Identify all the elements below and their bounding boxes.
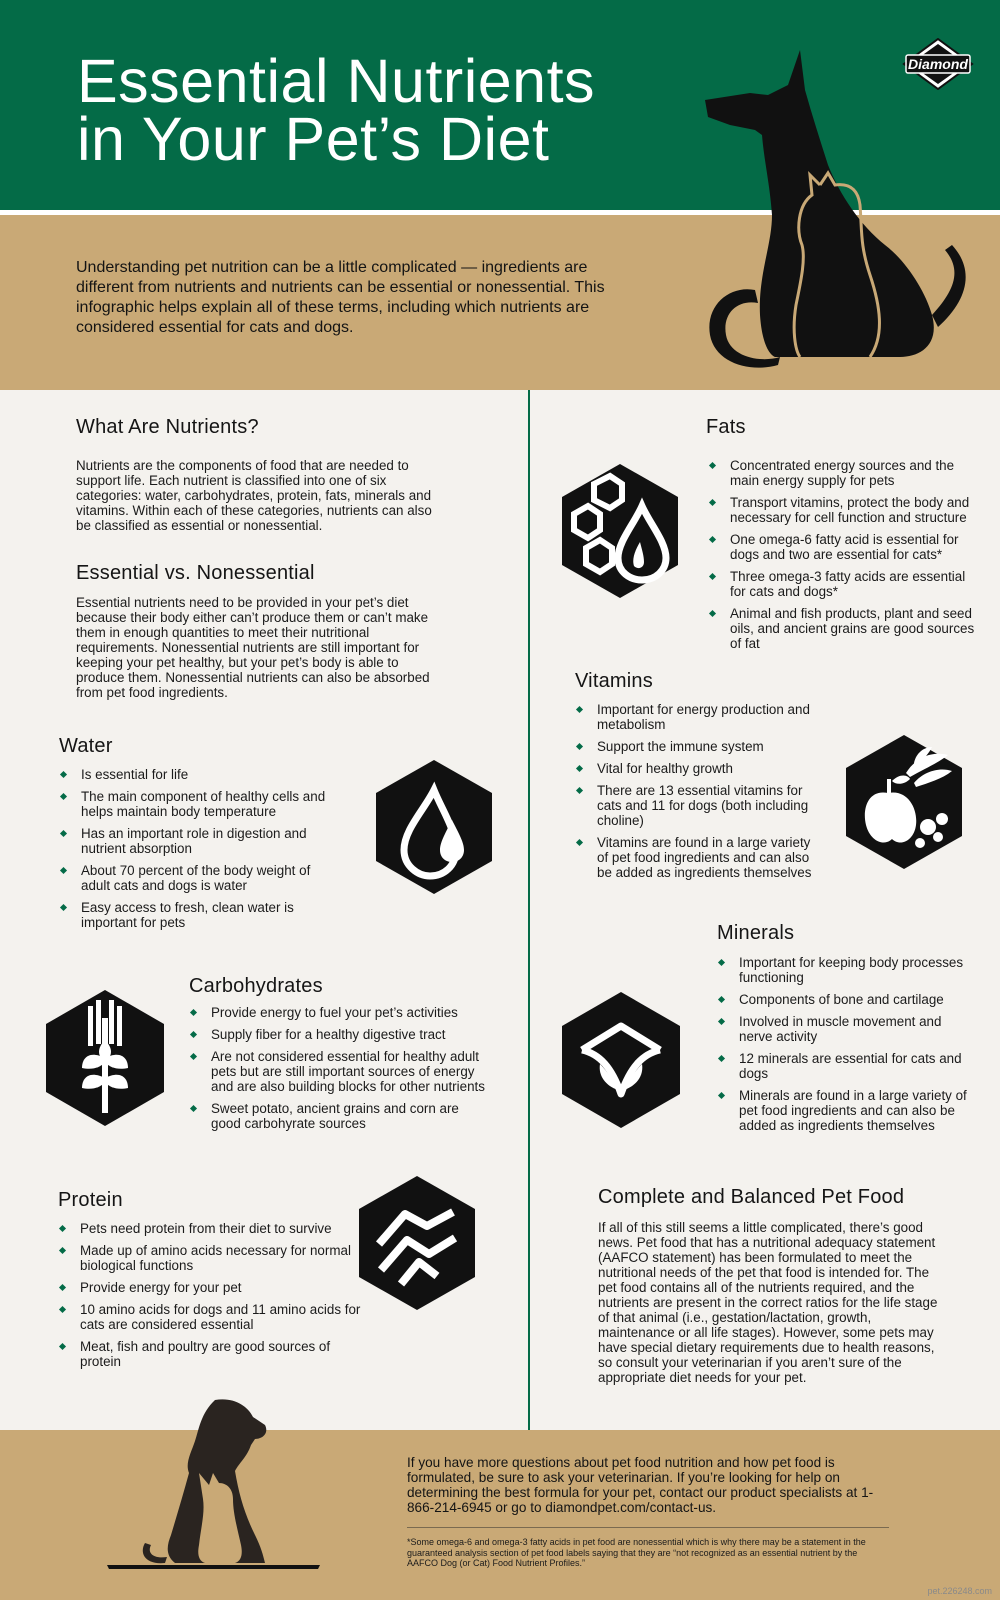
intro-text: Understanding pet nutrition can be a little complicated — ingredients are different from nutrients and nutrients can be essential or nonessential. This infographic helps explain all of these terms, including which nutrients are considered essential for cats and dogs. bbox=[76, 259, 605, 336]
title-line-2: in Your Pet’s Diet bbox=[77, 105, 550, 173]
list-item: One omega-6 fatty acid is essential for dogs and two are essential for cats* bbox=[708, 532, 980, 562]
list-item: Three omega-3 fatty acids are essential for cats and dogs* bbox=[708, 569, 980, 599]
column-divider bbox=[528, 390, 530, 1430]
list-item: Vitamins are found in a large variety of pet food ingredients and can also be added as ingredients themselves bbox=[575, 835, 815, 880]
what-are-nutrients-text: Nutrients are the components of food that are needed to support life. Each nutrient is classified into one of six categories: water, carbohydrates, protein, fats, minerals and vitamins. Within each of these categories, nutrients can also be classified as essential or nonessential. bbox=[76, 458, 432, 533]
dog-cat-silhouette-icon bbox=[105, 1395, 325, 1570]
fats-heading: Fats bbox=[706, 416, 746, 438]
list-item: Important for energy production and metabolism bbox=[575, 702, 815, 732]
list-item: Important for keeping body processes functioning bbox=[717, 955, 977, 985]
essential-vs-text: Essential nutrients need to be provided in your pet’s diet because their body either can’t produce them or can’t make them in enough quantities to meet their nutritional requirements. Nonessential nutrients are still important for keeping your pet healthy, but your pet’s body is able to produce them. Nonessential nutrients can also be absorbed from pet food ingredients. bbox=[76, 595, 430, 700]
list-item: About 70 percent of the body weight of adult cats and dogs is water bbox=[59, 863, 339, 893]
protein-heading: Protein bbox=[58, 1189, 123, 1211]
footer-rule bbox=[407, 1527, 889, 1528]
list-item: Components of bone and cartilage bbox=[717, 992, 977, 1007]
list-item: Provide energy for your pet bbox=[58, 1280, 368, 1295]
title-line-1: Essential Nutrients bbox=[77, 47, 596, 115]
list-item: Sweet potato, ancient grains and corn are good carbohyrate sources bbox=[189, 1101, 489, 1131]
carbohydrates-list bbox=[189, 1005, 489, 1138]
list-item: Pets need protein from their diet to survive bbox=[58, 1221, 368, 1236]
list-item: Concentrated energy sources and the main energy supply for pets bbox=[708, 458, 980, 488]
list-item: Easy access to fresh, clean water is important for pets bbox=[59, 900, 339, 930]
water-heading: Water bbox=[59, 735, 113, 757]
list-item: Minerals are found in a large variety of pet food ingredients and can also be added as ingredients themselves bbox=[717, 1088, 977, 1133]
footer-text: If you have more questions about pet food nutrition and how pet food is formulated, be sure to ask your veterinarian. If you’re looking for help on determining the best formula for your pet, contact our product specialists at 1-866-214-6945 or go to diamondpet.com/contact-us. bbox=[407, 1455, 874, 1515]
list-item: Transport vitamins, protect the body and necessary for cell function and structure bbox=[708, 495, 980, 525]
list-item: There are 13 essential vitamins for cats and 11 for dogs (both including choline) bbox=[575, 783, 815, 828]
list-item: Vital for healthy growth bbox=[575, 761, 815, 776]
pet-silhouette-icon bbox=[700, 45, 985, 370]
vitamins-icon bbox=[844, 733, 964, 871]
list-item: Support the immune system bbox=[575, 739, 815, 754]
list-item: Are not considered essential for healthy adult pets but are still important sources of energy and are also building blocks for other nutrients bbox=[189, 1049, 489, 1094]
list-item: 10 amino acids for dogs and 11 amino acids for cats are considered essential bbox=[58, 1302, 368, 1332]
footnote: *Some omega-6 and omega-3 fatty acids in pet food are nonessential which is why there may be a statement in the guaranteed analysis section of pet food labels saying that they are “not recognized as an essential nutrient by the AAFCO Dog (or Cat) Food Nutrient Profiles.” bbox=[407, 1537, 866, 1568]
list-item: The main component of healthy cells and helps maintain body temperature bbox=[59, 789, 339, 819]
list-item: 12 minerals are essential for cats and dogs bbox=[717, 1051, 977, 1081]
logo-text: Diamond bbox=[908, 56, 968, 72]
minerals-icon bbox=[560, 990, 682, 1130]
wheat-icon bbox=[44, 988, 166, 1128]
list-item: Animal and fish products, plant and seed oils, and ancient grains are good sources of fat bbox=[708, 606, 980, 651]
water-drop-icon bbox=[374, 758, 494, 896]
list-item: Made up of amino acids necessary for normal biological functions bbox=[58, 1243, 368, 1273]
list-item: Supply fiber for a healthy digestive tract bbox=[189, 1027, 489, 1042]
minerals-list bbox=[717, 955, 977, 1140]
vitamins-list bbox=[575, 702, 815, 887]
protein-list bbox=[58, 1221, 368, 1376]
water-list bbox=[59, 767, 339, 937]
minerals-heading: Minerals bbox=[717, 922, 795, 944]
complete-balanced-text: If all of this still seems a little complicated, there’s good news. Pet food that has a nutritional adequacy statement (AAFCO statement) has been formulated to meet the nutritional needs of the pet that food is intended for. The pet food contains all of the nutrients required, and the nutrients are present in the correct ratios for the life stage of that animal (i.e., gestation/lactation, growth, maintenance or all life stages). However, some pets may have special dietary requirements due to health reasons, so consult your veterinarian if you aren’t sure of the appropriate diet needs for your pet. bbox=[598, 1220, 938, 1385]
fat-icon bbox=[560, 462, 680, 600]
list-item: Is essential for life bbox=[59, 767, 339, 782]
protein-icon bbox=[357, 1174, 477, 1312]
list-item: Provide energy to fuel your pet’s activities bbox=[189, 1005, 489, 1020]
watermark: pet.226248.com bbox=[927, 1586, 992, 1596]
vitamins-heading: Vitamins bbox=[575, 670, 653, 692]
list-item: Has an important role in digestion and nutrient absorption bbox=[59, 826, 339, 856]
complete-balanced-heading: Complete and Balanced Pet Food bbox=[598, 1186, 905, 1208]
essential-vs-heading: Essential vs. Nonessential bbox=[76, 562, 315, 584]
list-item: Meat, fish and poultry are good sources of protein bbox=[58, 1339, 368, 1369]
what-are-nutrients-heading: What Are Nutrients? bbox=[76, 416, 259, 438]
carbohydrates-heading: Carbohydrates bbox=[189, 975, 323, 997]
page-title bbox=[77, 47, 677, 173]
list-item: Involved in muscle movement and nerve activity bbox=[717, 1014, 977, 1044]
fats-list bbox=[708, 458, 980, 658]
